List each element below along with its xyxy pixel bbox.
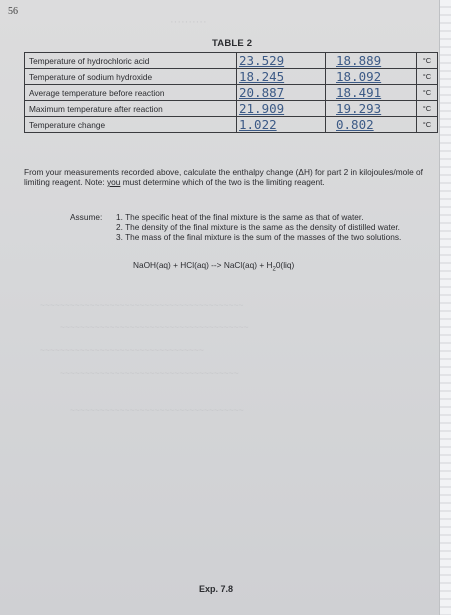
table-row bbox=[25, 117, 438, 133]
value-trial-2 bbox=[326, 101, 417, 117]
table-row bbox=[25, 53, 438, 69]
page-number: 56 bbox=[8, 6, 18, 17]
value-trial-2 bbox=[326, 53, 417, 69]
row-label: Temperature of sodium hydroxide bbox=[25, 69, 237, 85]
handwritten-value: 0.802 bbox=[336, 117, 374, 132]
instructions-emphasis: you bbox=[107, 177, 121, 187]
bleed-through-text: ~~~~~~~~~~~~~~~~~~~~~~~~~~~~~~~~~~~~~~ bbox=[60, 322, 249, 332]
assumption-item: 1. The specific heat of the final mixture is the same as that of water. bbox=[116, 212, 364, 222]
row-label: Average temperature before reaction bbox=[25, 85, 237, 101]
assumption-item: 2. The density of the final mixture is the same as the density of distilled water. bbox=[116, 222, 400, 232]
table-row bbox=[25, 101, 438, 117]
handwritten-value: 20.887 bbox=[239, 85, 285, 100]
equation-subscript: 2 bbox=[272, 266, 276, 273]
handwritten-value: 18.245 bbox=[239, 69, 285, 84]
handwritten-value: 18.491 bbox=[336, 85, 382, 100]
row-label: Maximum temperature after reaction bbox=[25, 101, 237, 117]
table-row bbox=[25, 85, 438, 101]
instructions-text-end: must determine which of the two is the limiting reagent. bbox=[120, 177, 325, 187]
handwritten-value: 18.889 bbox=[336, 53, 382, 68]
unit-cell: °C bbox=[417, 101, 438, 117]
value-trial-1 bbox=[237, 69, 326, 85]
unit-cell: °C bbox=[417, 117, 438, 133]
equation-right: 0(liq) bbox=[275, 260, 295, 270]
bleed-through-text: ·········· bbox=[170, 16, 207, 28]
table-row bbox=[25, 69, 438, 85]
reaction-equation bbox=[133, 260, 294, 273]
value-trial-1 bbox=[237, 117, 326, 133]
value-trial-2 bbox=[326, 85, 417, 101]
handwritten-value: 21.909 bbox=[239, 101, 285, 116]
value-trial-2 bbox=[326, 117, 417, 133]
handwritten-value: 19.293 bbox=[336, 101, 382, 116]
experiment-label: Exp. 7.8 bbox=[199, 584, 234, 594]
instructions-text: From your measurements recorded above, calculate the enthalpy change (ΔH) for part 2 in kilojoules/mole of limiting reagent. Note: bbox=[24, 167, 423, 187]
bleed-through-text: ~~~~~~~~~~~~~~~~~~~~~~~~~~~~~~~~~ bbox=[40, 345, 204, 355]
bleed-through-text: ~~~~~~~~~~~~~~~~~~~~~~~~~~~~~~~~~~~ bbox=[70, 405, 244, 415]
handwritten-value: 23.529 bbox=[239, 53, 285, 68]
row-label: Temperature change bbox=[25, 117, 237, 133]
value-trial-1 bbox=[237, 53, 326, 69]
assumptions-lead: Assume: bbox=[70, 212, 103, 222]
unit-cell: °C bbox=[417, 85, 438, 101]
page-stack-edge bbox=[439, 0, 451, 615]
data-table bbox=[24, 52, 438, 133]
bleed-through-text: ~~~~~~~~~~~~~~~~~~~~~~~~~~~~~~~~~~~~~~~~~ bbox=[40, 300, 244, 310]
assumption-item: 3. The mass of the final mixture is the sum of the masses of the two solutions. bbox=[116, 232, 402, 242]
handwritten-value: 1.022 bbox=[239, 117, 277, 132]
value-trial-1 bbox=[237, 85, 326, 101]
handwritten-value: 18.092 bbox=[336, 69, 382, 84]
value-trial-2 bbox=[326, 69, 417, 85]
unit-cell: °C bbox=[417, 69, 438, 85]
table-title: TABLE 2 bbox=[212, 38, 253, 49]
value-trial-1 bbox=[237, 101, 326, 117]
bleed-through-text: ~~~~~~~~~~~~~~~~~~~~~~~~~~~~~~~~~~~~ bbox=[60, 368, 239, 378]
assumptions-list bbox=[116, 212, 436, 242]
equation-left: NaOH(aq) + HCl(aq) --> NaCl(aq) + H bbox=[133, 260, 273, 270]
row-label: Temperature of hydrochloric acid bbox=[25, 53, 237, 69]
instructions-paragraph bbox=[24, 167, 434, 187]
unit-cell: °C bbox=[417, 53, 438, 69]
